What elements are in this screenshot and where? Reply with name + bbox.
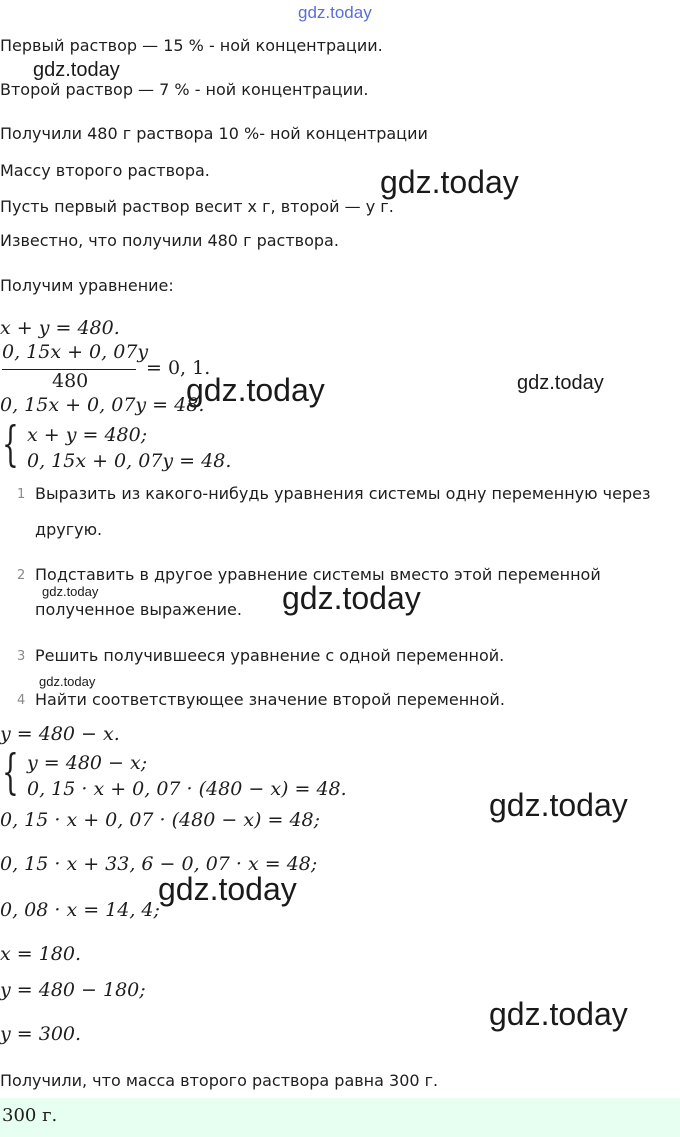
fraction-denominator: 480 xyxy=(52,370,89,392)
watermark: gdz.today xyxy=(380,164,519,200)
given-line-2: Второй раствор — 7 % - ной концентрации. xyxy=(0,80,369,99)
step-number: 2 xyxy=(17,568,26,583)
step-text: полученное выражение. xyxy=(35,600,242,619)
work-express-y: y = 480 − x. xyxy=(0,723,120,745)
watermark: gdz.today xyxy=(298,3,372,22)
equation-mass: 0, 15x + 0, 07y = 48. xyxy=(0,394,205,416)
system-brace: { xyxy=(2,416,19,472)
watermark: gdz.today xyxy=(42,584,99,599)
known-line: Известно, что получили 480 г раствора. xyxy=(0,231,339,250)
work-line: x = 180. xyxy=(0,943,82,965)
step-number: 4 xyxy=(17,693,26,708)
step-number: 3 xyxy=(17,649,26,664)
answer-box xyxy=(0,1098,680,1137)
watermark: gdz.today xyxy=(489,996,628,1032)
equation-sum: x + y = 480. xyxy=(0,317,120,339)
system-1-eq-b: 0, 15x + 0, 07y = 48. xyxy=(27,450,232,472)
work-line: y = 300. xyxy=(0,1023,82,1045)
step-text: Подставить в другое уравнение системы вместо этой переменной xyxy=(35,565,601,584)
step-number: 1 xyxy=(17,487,26,502)
watermark: gdz.today xyxy=(39,674,96,689)
watermark: gdz.today xyxy=(186,372,325,408)
work-line: y = 480 − 180; xyxy=(0,979,146,1001)
system-2-eq-a: y = 480 − x; xyxy=(27,752,148,774)
answer-text: 300 г. xyxy=(2,1105,58,1126)
step-text: Решить получившееся уравнение с одной переменной. xyxy=(35,646,505,665)
watermark: gdz.today xyxy=(33,59,120,81)
fraction-rhs: = 0, 1. xyxy=(146,357,211,379)
work-line: 0, 15 · x + 33, 6 − 0, 07 · x = 48; xyxy=(0,853,318,875)
given-line-3: Получили 480 г раствора 10 %- ной концентрации xyxy=(0,124,428,143)
find-line: Массу второго раствора. xyxy=(0,161,210,180)
system-2-eq-b: 0, 15 · x + 0, 07 · (480 − x) = 48. xyxy=(27,778,347,800)
step-text: другую. xyxy=(35,520,103,539)
watermark: gdz.today xyxy=(282,580,421,616)
watermark: gdz.today xyxy=(158,871,297,907)
equation-intro: Получим уравнение: xyxy=(0,276,174,295)
let-line: Пусть первый раствор весит x г, второй — y г. xyxy=(0,197,394,216)
watermark: gdz.today xyxy=(517,372,604,394)
fraction-numerator: 0, 15x + 0, 07y xyxy=(2,341,149,363)
system-brace: { xyxy=(2,744,19,800)
given-line-1: Первый раствор — 15 % - ной концентрации. xyxy=(0,36,383,55)
step-text: Выразить из какого-нибудь уравнения системы одну переменную через xyxy=(35,484,651,503)
watermark: gdz.today xyxy=(489,787,628,823)
system-1-eq-a: x + y = 480; xyxy=(27,424,148,446)
work-line: 0, 15 · x + 0, 07 · (480 − x) = 48; xyxy=(0,809,321,831)
step-text: Найти соответствующее значение второй переменной. xyxy=(35,690,505,709)
work-line: 0, 08 · x = 14, 4; xyxy=(0,899,160,921)
conclusion: Получили, что масса второго раствора равна 300 г. xyxy=(0,1071,439,1090)
